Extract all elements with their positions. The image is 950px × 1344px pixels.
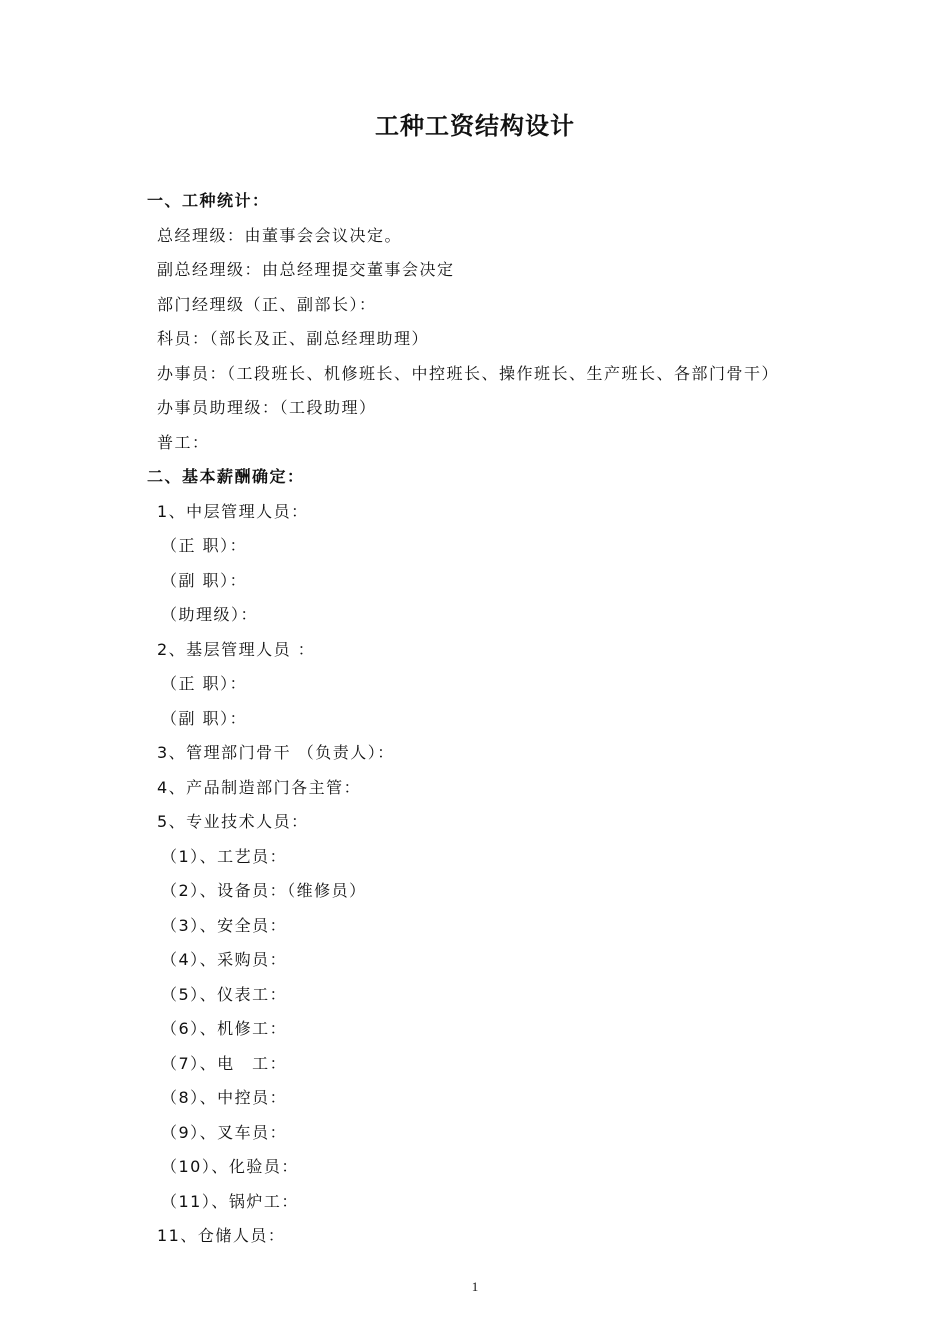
- section-2-item-5-sub: （9）、叉车员：: [161, 1122, 288, 1142]
- section-1-line: 总经理级：由董事会会议决定。: [157, 225, 403, 245]
- section-2-item-5: 5、专业技术人员：: [157, 812, 309, 831]
- section-2-item-1-sub: （副 职）：: [161, 570, 248, 590]
- section-1-line: 普工：: [157, 432, 210, 452]
- section-2-item-2-sub: （副 职）：: [161, 708, 248, 728]
- section-2-item-5-sub: （8）、中控员：: [161, 1088, 288, 1107]
- section-2-item-5-sub: （2）、设备员：（维修员）: [161, 881, 367, 900]
- section-2-heading: 二、基本薪酬确定：: [147, 467, 305, 486]
- section-2-item-2-sub: （正 职）：: [161, 674, 248, 693]
- section-1-line: 科员：（部长及正、副总经理助理）: [157, 329, 430, 348]
- section-1-line: 办事员：（工段班长、机修班长、中控班长、操作班长、生产班长、各部门骨干）: [157, 363, 780, 383]
- section-2-item-2: 2、基层管理人员 ：: [157, 639, 316, 659]
- section-2-item-5-sub: （4）、采购员：: [161, 950, 288, 969]
- section-2-item-5-sub: （3）、安全员：: [161, 915, 288, 935]
- section-1-line: 部门经理级（正、副部长）：: [157, 294, 377, 314]
- page-number: 1: [471, 1279, 479, 1294]
- section-2-item-5-sub: （11）、锅炉工：: [161, 1191, 299, 1211]
- section-2-item-11: 11、仓储人员：: [157, 1226, 286, 1245]
- section-2-item-5-sub: （1）、工艺员：: [161, 846, 288, 866]
- section-2-item-5-sub: （10）、化验员：: [161, 1157, 299, 1176]
- section-1-line: 副总经理级：由总经理提交董事会决定: [157, 260, 455, 279]
- section-2-item-1-sub: （助理级）：: [161, 605, 259, 624]
- document-body: [147, 184, 867, 1254]
- section-2-item-1-sub: （正 职）：: [161, 536, 248, 555]
- document-title: 工种工资结构设计: [375, 112, 575, 140]
- section-2-item-4: 4、产品制造部门各主管：: [157, 777, 362, 797]
- section-1-line: 办事员助理级：（工段助理）: [157, 398, 377, 417]
- section-2-item-5-sub: （5）、仪表工：: [161, 984, 288, 1004]
- section-2-item-3: 3、管理部门骨干 （负责人）：: [157, 743, 395, 762]
- section-2-item-5-sub: （6）、机修工：: [161, 1019, 288, 1038]
- section-2-item-1: 1、中层管理人员：: [157, 501, 309, 521]
- section-2-item-5-sub: （7）、电 工：: [161, 1053, 288, 1073]
- section-1-heading: 一、工种统计：: [147, 191, 270, 210]
